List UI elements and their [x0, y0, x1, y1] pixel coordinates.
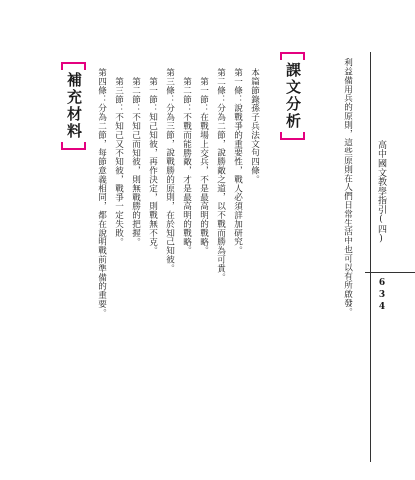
analysis-line: 第一條：說戰爭的重要性，戰人必須詳加研究。 [232, 68, 243, 255]
analysis-line: 第二條：分為二節，說勝敵之道，以不戰而勝為可貴。 [215, 68, 226, 282]
analysis-line: 第一節：在戰場上交兵，不是最高明的戰略。 [198, 77, 209, 255]
analysis-line: 第二節：不戰而能勝敵，才是最高明的戰略。 [181, 77, 192, 255]
header-rule [370, 52, 371, 462]
analysis-line: 第二節：不知己而知彼，則無戰勝的把握。 [130, 77, 141, 247]
analysis-line: 第三條：分為三節，說戰勝的原則，在於知己知彼。 [164, 68, 175, 273]
section-heading-supplementary-materials: 補充材料 [63, 68, 84, 144]
analysis-line: 第四條：分為二節，每節意義相同，都在說明戰前準備的重要。 [96, 68, 107, 318]
page-number-rule [365, 272, 415, 273]
page-number: 634 [377, 278, 387, 314]
analysis-line: 本篇節錄孫子兵法文句四條。 [249, 68, 260, 184]
analysis-line: 第三節：不知己又不知彼，戰爭一定失敗。 [113, 77, 124, 247]
analysis-line: 第一節：知己知彼，再作決定，則戰無不克。 [147, 77, 158, 255]
section-heading-text-analysis: 課文分析 [282, 58, 303, 134]
continuation-line: 利益備用兵的原則，這些原則在人們日常生活中也可以有所啟發。 [342, 58, 353, 317]
book-title: 高中國文教學指引(四) [376, 140, 386, 245]
